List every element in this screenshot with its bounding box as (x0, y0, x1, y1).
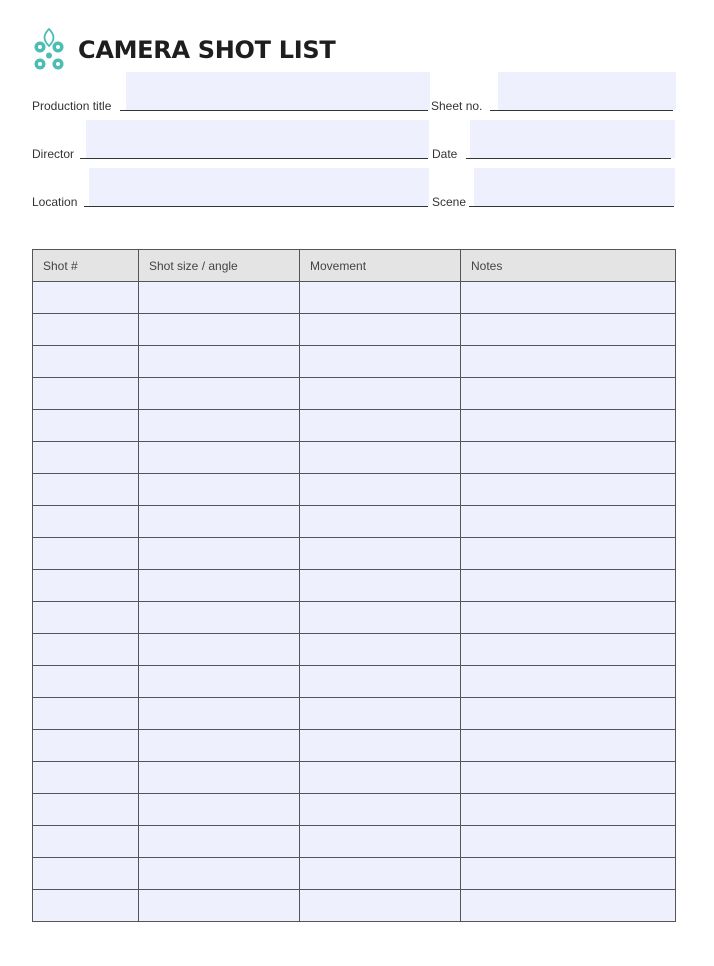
shot-size-angle-cell[interactable] (139, 282, 300, 314)
shot-number-cell[interactable] (33, 314, 139, 346)
shot-size-angle-cell[interactable] (139, 410, 300, 442)
notes-cell[interactable] (461, 602, 676, 634)
camera-reel-logo-icon (30, 26, 68, 74)
shot-number-cell[interactable] (33, 730, 139, 762)
production-title-field[interactable] (126, 72, 430, 110)
shot-size-angle-cell[interactable] (139, 442, 300, 474)
shot-size-angle-cell[interactable] (139, 890, 300, 922)
shot-number-cell[interactable] (33, 634, 139, 666)
movement-cell[interactable] (300, 346, 461, 378)
table-row (33, 858, 676, 890)
notes-cell[interactable] (461, 570, 676, 602)
shot-number-cell[interactable] (33, 698, 139, 730)
shot-number-cell[interactable] (33, 506, 139, 538)
movement-cell[interactable] (300, 730, 461, 762)
table-row (33, 794, 676, 826)
table-header-row (33, 250, 676, 282)
scene-label: Scene (432, 195, 467, 209)
column-header-shot-size-angle: Shot size / angle (139, 250, 300, 282)
table-row (33, 282, 676, 314)
shot-number-cell[interactable] (33, 442, 139, 474)
scene-underline (469, 206, 674, 207)
shot-size-angle-cell[interactable] (139, 634, 300, 666)
shot-number-cell[interactable] (33, 826, 139, 858)
shot-number-cell[interactable] (33, 890, 139, 922)
shot-size-angle-cell[interactable] (139, 538, 300, 570)
production-title-underline (120, 110, 428, 111)
date-underline (466, 158, 671, 159)
page-title: CAMERA SHOT LIST (78, 36, 336, 64)
shot-number-cell[interactable] (33, 474, 139, 506)
shot-number-cell[interactable] (33, 602, 139, 634)
shot-number-cell[interactable] (33, 538, 139, 570)
notes-cell[interactable] (461, 378, 676, 410)
page-header (30, 26, 335, 74)
column-header-shot-number: Shot # (33, 250, 139, 282)
shot-list-table (32, 249, 676, 922)
shot-size-angle-cell[interactable] (139, 474, 300, 506)
shot-size-angle-cell[interactable] (139, 378, 300, 410)
date-field[interactable] (470, 120, 675, 158)
movement-cell[interactable] (300, 666, 461, 698)
notes-cell[interactable] (461, 282, 676, 314)
table-row (33, 346, 676, 378)
movement-cell[interactable] (300, 506, 461, 538)
shot-number-cell[interactable] (33, 794, 139, 826)
movement-cell[interactable] (300, 570, 461, 602)
movement-cell[interactable] (300, 858, 461, 890)
notes-cell[interactable] (461, 538, 676, 570)
table-row (33, 506, 676, 538)
movement-cell[interactable] (300, 442, 461, 474)
sheet-no-underline (490, 110, 673, 111)
notes-cell[interactable] (461, 410, 676, 442)
table-row (33, 826, 676, 858)
notes-cell[interactable] (461, 634, 676, 666)
location-field[interactable] (89, 168, 429, 206)
director-field[interactable] (86, 120, 429, 158)
shot-size-angle-cell[interactable] (139, 698, 300, 730)
table-row (33, 570, 676, 602)
notes-cell[interactable] (461, 442, 676, 474)
table-row (33, 698, 676, 730)
table-row (33, 890, 676, 922)
notes-cell[interactable] (461, 730, 676, 762)
production-title-label: Production title (32, 99, 112, 113)
shot-number-cell[interactable] (33, 570, 139, 602)
shot-size-angle-cell[interactable] (139, 314, 300, 346)
movement-cell[interactable] (300, 538, 461, 570)
movement-cell[interactable] (300, 634, 461, 666)
notes-cell[interactable] (461, 826, 676, 858)
movement-cell[interactable] (300, 314, 461, 346)
notes-cell[interactable] (461, 794, 676, 826)
table-row (33, 634, 676, 666)
shot-size-angle-cell[interactable] (139, 762, 300, 794)
movement-cell[interactable] (300, 762, 461, 794)
shot-size-angle-cell[interactable] (139, 506, 300, 538)
scene-field[interactable] (474, 168, 675, 206)
table-row (33, 730, 676, 762)
location-label: Location (32, 195, 78, 209)
shot-number-cell[interactable] (33, 282, 139, 314)
movement-cell[interactable] (300, 378, 461, 410)
table-row (33, 410, 676, 442)
movement-cell[interactable] (300, 474, 461, 506)
sheet-no-field[interactable] (498, 72, 676, 110)
movement-cell[interactable] (300, 826, 461, 858)
shot-number-cell[interactable] (33, 410, 139, 442)
shot-number-cell[interactable] (33, 378, 139, 410)
table-row (33, 538, 676, 570)
notes-cell[interactable] (461, 698, 676, 730)
director-underline (80, 158, 428, 159)
movement-cell[interactable] (300, 410, 461, 442)
shot-size-angle-cell[interactable] (139, 826, 300, 858)
table-row (33, 762, 676, 794)
table-row (33, 378, 676, 410)
shot-size-angle-cell[interactable] (139, 346, 300, 378)
notes-cell[interactable] (461, 858, 676, 890)
sheet-no-label: Sheet no. (431, 99, 483, 113)
date-label: Date (432, 147, 458, 161)
shot-size-angle-cell[interactable] (139, 794, 300, 826)
movement-cell[interactable] (300, 282, 461, 314)
column-header-movement: Movement (300, 250, 461, 282)
shot-size-angle-cell[interactable] (139, 666, 300, 698)
notes-cell[interactable] (461, 474, 676, 506)
movement-cell[interactable] (300, 890, 461, 922)
shot-number-cell[interactable] (33, 666, 139, 698)
shot-size-angle-cell[interactable] (139, 858, 300, 890)
shot-size-angle-cell[interactable] (139, 730, 300, 762)
notes-cell[interactable] (461, 890, 676, 922)
table-row (33, 602, 676, 634)
column-header-notes: Notes (461, 250, 676, 282)
movement-cell[interactable] (300, 794, 461, 826)
movement-cell[interactable] (300, 602, 461, 634)
shot-size-angle-cell[interactable] (139, 570, 300, 602)
location-underline (84, 206, 428, 207)
table-row (33, 314, 676, 346)
shot-number-cell[interactable] (33, 858, 139, 890)
notes-cell[interactable] (461, 506, 676, 538)
notes-cell[interactable] (461, 346, 676, 378)
notes-cell[interactable] (461, 762, 676, 794)
shot-number-cell[interactable] (33, 762, 139, 794)
table-row (33, 442, 676, 474)
notes-cell[interactable] (461, 314, 676, 346)
notes-cell[interactable] (461, 666, 676, 698)
movement-cell[interactable] (300, 698, 461, 730)
shot-number-cell[interactable] (33, 346, 139, 378)
table-row (33, 666, 676, 698)
table-row (33, 474, 676, 506)
shot-size-angle-cell[interactable] (139, 602, 300, 634)
director-label: Director (32, 147, 75, 161)
